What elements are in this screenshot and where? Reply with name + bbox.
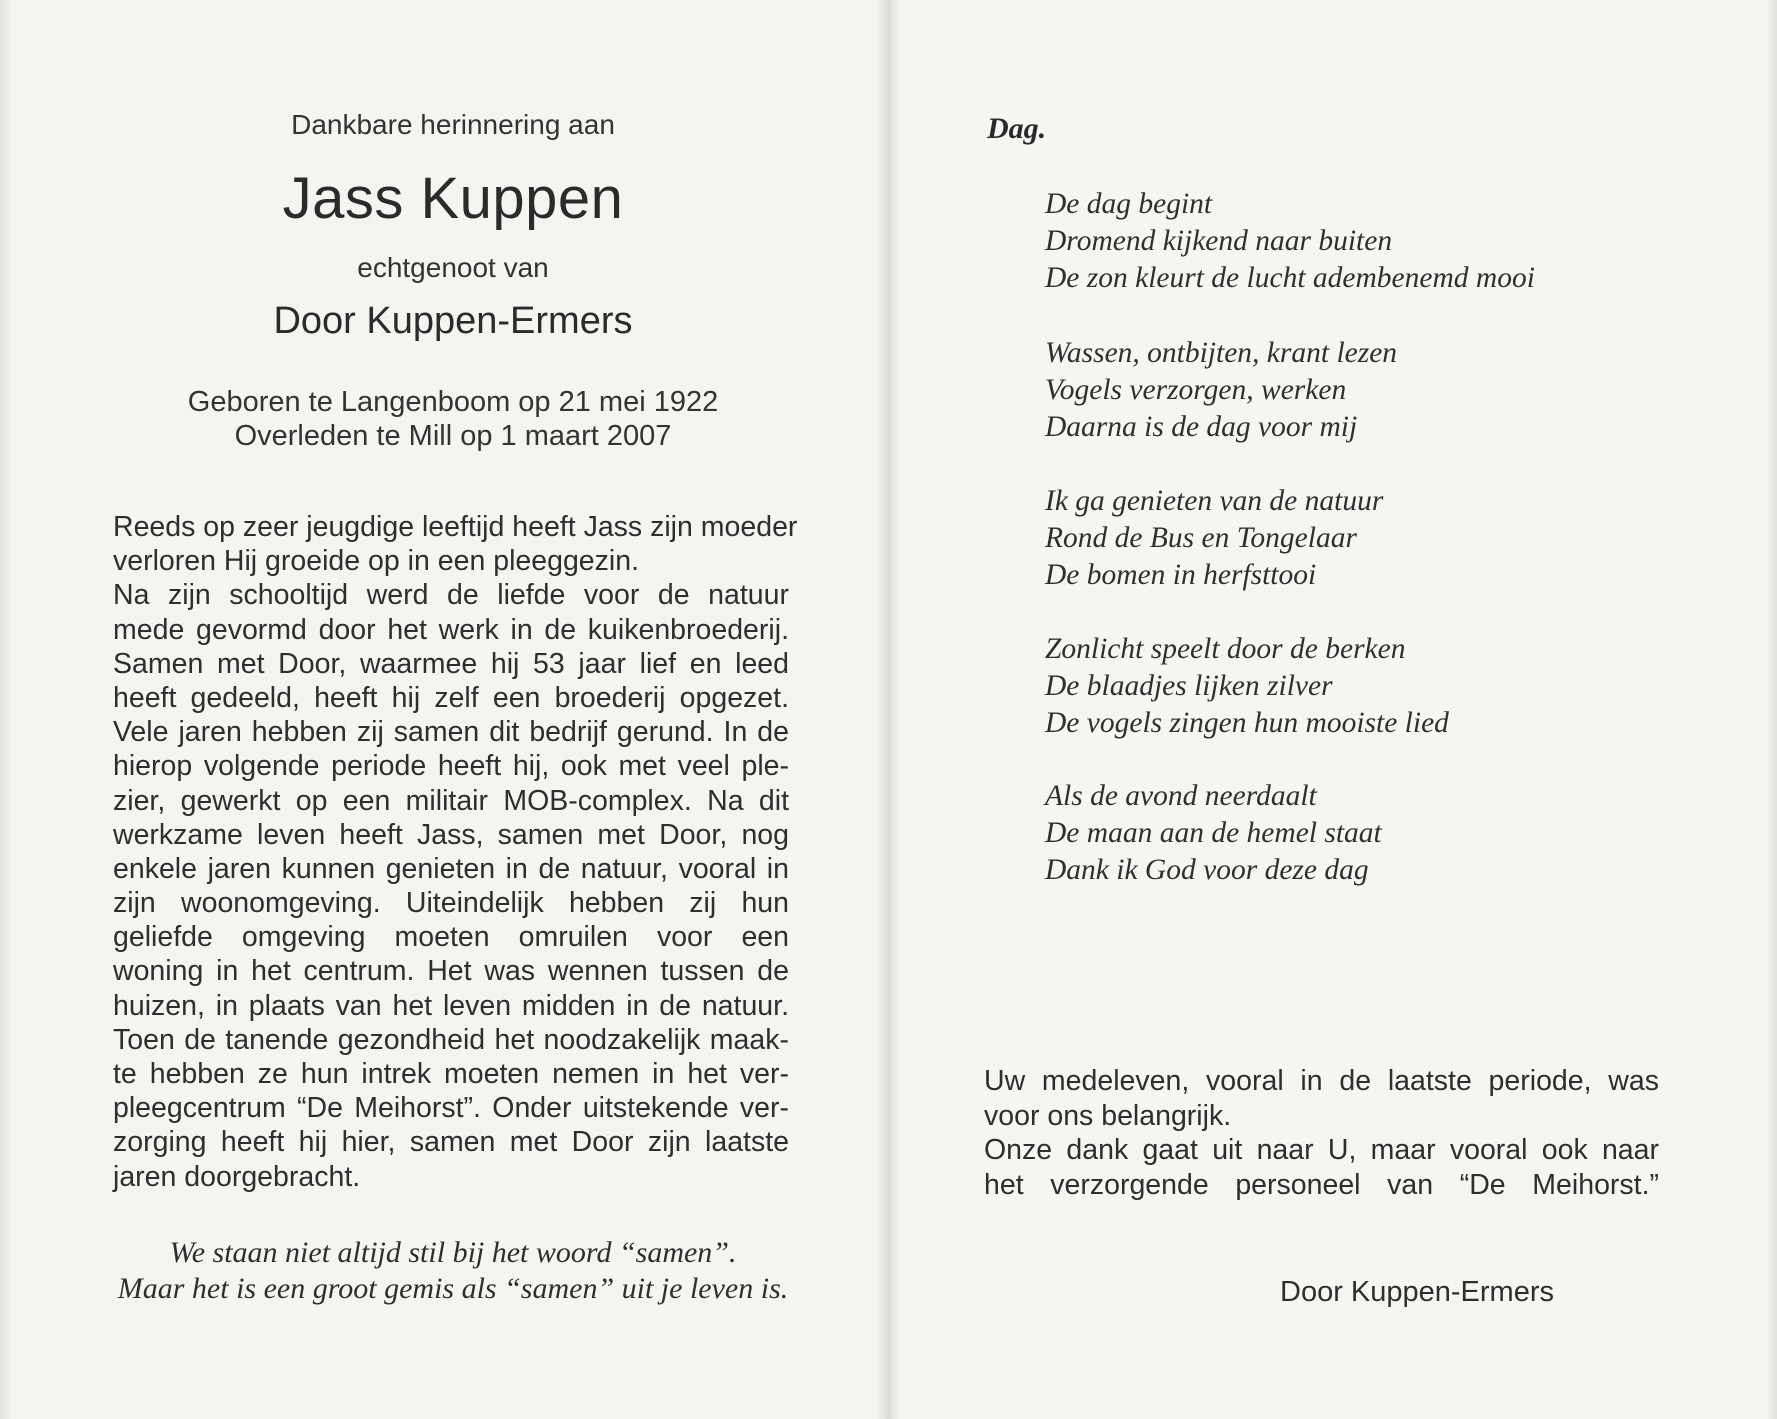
poem-line: Rond de Bus en Tongelaar — [1045, 522, 1357, 554]
thank-you-note — [984, 1064, 1659, 1202]
poem-line: De vogels zingen hun mooiste lied — [1045, 707, 1449, 739]
biography — [113, 510, 798, 1194]
bio-line: verloren Hij groeide op in een pleeggezin. — [113, 545, 640, 578]
poem-line: Dromend kijkend naar buiten — [1045, 225, 1393, 257]
birth-info: Geboren te Langenboom op 21 mei 1922 — [187, 386, 719, 418]
death-info: Overleden te Mill op 1 maart 2007 — [234, 420, 672, 452]
spouse-label: echtgenoot van — [357, 252, 549, 283]
closing-quote-line-2: Maar het is een groot gemis als “samen” uit je leven is. — [117, 1272, 789, 1305]
poem-stanza — [1045, 186, 1535, 297]
bio-line: zier, gewerkt op een militair MOB-complex. Na dit — [113, 784, 789, 817]
signature: Door Kuppen-Ermers — [1280, 1276, 1554, 1308]
card-right-edge — [1767, 0, 1777, 1419]
spouse-name: Door Kuppen-Ermers — [273, 300, 633, 342]
bio-line: zijn woonomgeving. Uiteindelijk hebben zij hun — [113, 887, 789, 920]
poem-line: Als de avond neerdaalt — [1045, 780, 1317, 812]
bio-line: geliefde omgeving moeten omruilen voor een — [113, 921, 789, 954]
poem-line: De blaadjes lijken zilver — [1045, 670, 1333, 702]
bio-line: heeft gedeeld, heeft hij zelf een broederij opgezet. — [113, 681, 789, 714]
deceased-name: Jass Kuppen — [282, 166, 624, 231]
poem-line: Ik ga genieten van de natuur — [1045, 485, 1384, 517]
poem-line: De maan aan de hemel staat — [1045, 817, 1382, 849]
bio-line: enkele jaren kunnen genieten in de natuur, vooral in — [113, 852, 789, 885]
bio-line: mede gevormd door het werk in de kuikenbroederij. — [113, 613, 789, 646]
poem-line: Daarna is de dag voor mij — [1045, 411, 1358, 443]
thanks-line: voor ons belangrijk. — [984, 1099, 1232, 1132]
bio-line: woning in het centrum. Het was wennen tussen de — [113, 955, 789, 988]
poem-line: De bomen in herfsttooi — [1045, 559, 1317, 591]
intro-text: Dankbare herinnering aan — [291, 109, 615, 140]
poem-stanza — [1045, 631, 1449, 742]
thanks-line: het verzorgende personeel van “De Meihorst.” — [984, 1168, 1659, 1201]
bio-line: Samen met Door, waarmee hij 53 jaar lief en leed — [113, 647, 789, 680]
poem-line: De zon kleurt de lucht adembenemd mooi — [1045, 262, 1535, 294]
poem-title: Dag. — [987, 112, 1047, 145]
bio-line: huizen, in plaats van het leven midden in de natuur. — [113, 989, 789, 1022]
thanks-line: Onze dank gaat uit naar U, maar vooral ook naar — [984, 1134, 1659, 1166]
poem-stanza — [1045, 778, 1382, 889]
bio-line: Reeds op zeer jeugdige leeftijd heeft Jass zijn moeder — [113, 511, 798, 543]
bio-line: te hebben ze hun intrek moeten nemen in het ver- — [113, 1058, 789, 1090]
poem-line: Zonlicht speelt door de berken — [1045, 633, 1406, 665]
bio-line: Toen de tanende gezondheid het noodzakelijk maak- — [113, 1023, 789, 1056]
bio-line: hierop volgende periode heeft hij, ook met veel ple- — [113, 750, 789, 783]
bio-line: Vele jaren hebben zij samen dit bedrijf gerund. In de — [113, 716, 789, 749]
poem-line: Vogels verzorgen, werken — [1045, 374, 1347, 406]
poem-line: Dank ik God voor deze dag — [1045, 854, 1369, 886]
poem-stanza — [1045, 335, 1397, 446]
bio-line: zorging heeft hij hier, samen met Door zijn laatste — [113, 1126, 789, 1159]
poem-line: Wassen, ontbijten, krant lezen — [1045, 337, 1398, 369]
closing-quote-line-1: We staan niet altijd stil bij het woord “samen”. — [169, 1236, 737, 1269]
poem-line: De dag begint — [1045, 188, 1213, 220]
bio-line: Na zijn schooltijd werd de liefde voor de natuur — [113, 579, 789, 612]
bio-line: werkzame leven heeft Jass, samen met Door, nog — [113, 818, 789, 851]
bio-line: pleegcentrum “De Meihorst”. Onder uitstekende ver- — [113, 1092, 789, 1125]
bio-line: jaren doorgebracht. — [113, 1160, 361, 1193]
poem-stanza — [1045, 483, 1383, 594]
thanks-line: Uw medeleven, vooral in de laatste periode, was — [984, 1065, 1659, 1097]
